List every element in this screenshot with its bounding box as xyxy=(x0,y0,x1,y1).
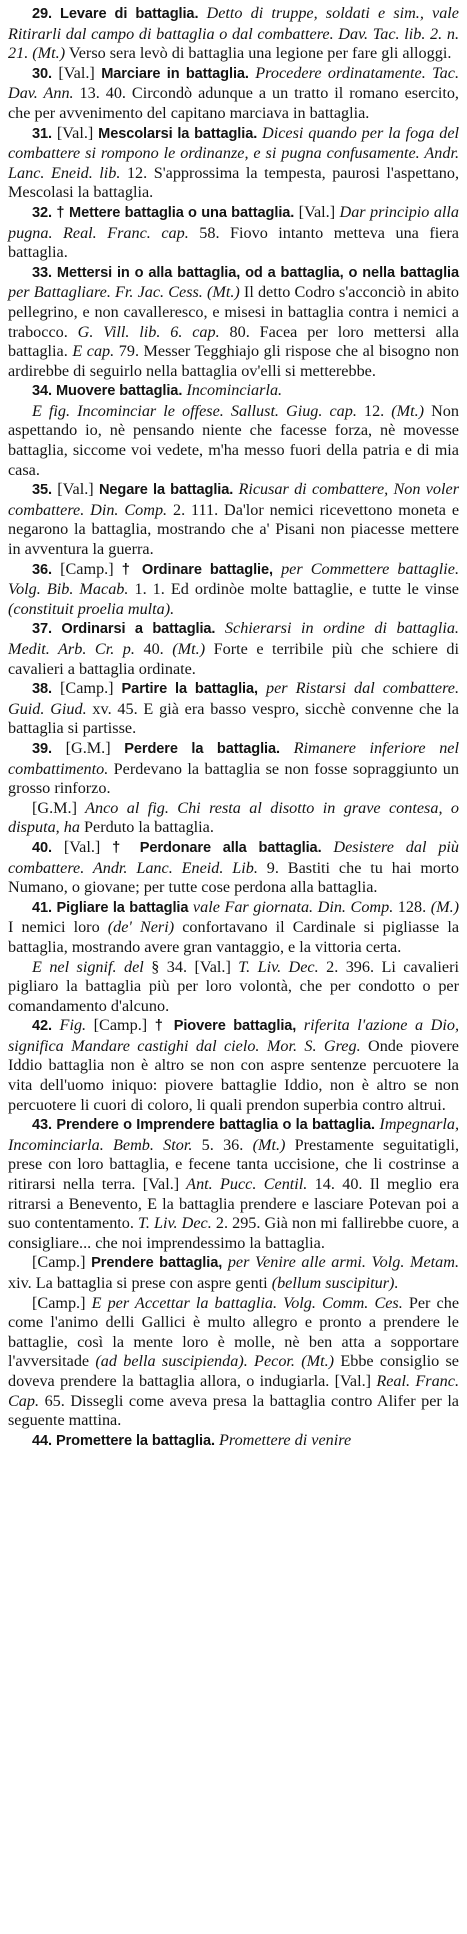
entry-headword: 41. Pigliare la battaglia xyxy=(32,899,189,916)
entry-italic-text: Procedere ordinatamente. Tac. Dav. Ann. xyxy=(8,63,459,103)
entry-headword: 32. † Mettere battaglia o una battaglia. xyxy=(32,204,295,221)
entry-italic-text: (bellum suscipitur). xyxy=(267,1274,399,1292)
dictionary-entry xyxy=(8,679,459,739)
entry-italic-text: G. Vill. lib. 6. cap. xyxy=(67,322,220,341)
entry-headword: 31. xyxy=(32,125,52,142)
entry-headword: Marciare in battaglia. xyxy=(101,65,249,82)
entry-headword: 33. Mettersi in o alla battaglia, od a battaglia, o nella battaglia xyxy=(32,264,459,281)
entry-paragraph xyxy=(8,124,459,203)
entry-italic-text: Fig. xyxy=(52,1016,87,1035)
entry-subparagraph xyxy=(8,402,459,480)
entry-text: 40. xyxy=(134,640,164,658)
entry-paragraph xyxy=(8,838,459,898)
entry-headword: 34. Muovere battaglia. xyxy=(32,383,183,400)
entry-text: 2. 396. Li cavalieri pigliaro la battaglia più per loro volontà, che per condotto o per comandamento d'alcuno. xyxy=(8,957,460,1015)
entry-paragraph xyxy=(8,1431,459,1452)
entry-text: [Val.] xyxy=(52,480,99,499)
entry-paragraph xyxy=(8,381,459,402)
entry-italic-text: E cap. xyxy=(67,342,115,361)
entry-headword: Partire la battaglia, xyxy=(121,681,258,698)
entry-text: [Camp.] xyxy=(32,1293,86,1312)
entry-italic-text: Incominciarla. xyxy=(182,381,283,400)
entry-italic-text: vale Far giornata. Din. Comp. xyxy=(188,897,394,916)
entry-text: 80. Facea per loro mettersi alla battaglia. xyxy=(8,322,459,361)
dictionary-entry xyxy=(8,480,459,559)
entry-italic-text: per Venire alle armi. Volg. Metam. xyxy=(222,1253,459,1272)
entry-text: Il detto Codro s'acconciò in abito pellegrino, e non cavalleresco, e misesi in battaglia contra i nemici a trabocco. xyxy=(8,283,459,341)
entry-text: § 34. [Val.] xyxy=(143,957,231,976)
entry-text: 13. 40. Circondò adunque a un tratto il romano esercito, che per avvenimento del capitano marciava in battaglia. xyxy=(8,84,459,122)
entry-paragraph xyxy=(8,203,459,263)
entry-headword: 36. xyxy=(32,561,52,578)
entry-paragraph xyxy=(8,1016,459,1115)
entry-headword: Mescolarsi la battaglia. xyxy=(98,125,258,142)
entry-italic-text: T. Liv. Dec. xyxy=(133,1214,212,1233)
entry-italic-text: T. Liv. Dec. xyxy=(230,957,319,976)
entry-paragraph xyxy=(8,898,459,958)
entry-italic-text: Ant. Pucc. Centil. xyxy=(179,1175,308,1194)
entry-headword: 39. xyxy=(32,740,52,757)
entry-text: [Camp.] xyxy=(52,559,122,578)
entry-italic-text: per Ristarsi dal combattere. Guid. Giud. xyxy=(8,679,460,718)
entry-text: 9. Bastiti che tu hai morto Numano, o giovane; per tutte cose perdona alla battaglia. xyxy=(8,858,459,897)
entry-headword: 37. Ordinarsi a battaglia. xyxy=(32,621,216,638)
entry-headword: 38. xyxy=(32,681,52,698)
dictionary-entry xyxy=(8,64,459,124)
entry-text: 14. 40. Il meglio era ritrarsi a Benevento, E la battaglia prendere e lasciare Potevan poi a suo contentamento. xyxy=(8,1175,460,1233)
entry-headword: † Ordinare battaglie, xyxy=(121,561,273,578)
entry-italic-text: Dar principio alla pugna. Real. Franc. cap. xyxy=(8,202,459,242)
entry-italic-text: per Commettere battaglie. Volg. Bib. Macab. xyxy=(8,559,459,599)
entry-headword: 42. xyxy=(32,1018,52,1035)
entry-italic-text: (Mt.) xyxy=(163,640,206,658)
entry-paragraph xyxy=(8,4,459,64)
dictionary-entry xyxy=(8,1431,459,1452)
entry-headword: 44. Promettere la battaglia. xyxy=(32,1432,215,1449)
entry-text: [Camp.] xyxy=(32,1253,92,1272)
entry-paragraph xyxy=(8,1115,459,1253)
dictionary-entry xyxy=(8,263,459,382)
dictionary-entry xyxy=(8,4,459,64)
entry-text: [Val.] xyxy=(52,63,102,82)
dictionary-entry xyxy=(8,739,459,838)
entry-headword: 35. xyxy=(32,482,52,499)
entry-text: confortavano il Cardinale si pigliasse la battaglia, mostrando avere gran vantaggio, e la vittoria certa. xyxy=(8,918,459,956)
entry-italic-text: (constituit proelia multa). xyxy=(8,599,175,618)
entry-italic-text: Promettere di venire xyxy=(214,1430,352,1449)
entry-text: 12. xyxy=(356,401,385,420)
entry-text: I nemici loro xyxy=(8,918,100,937)
entry-text: Per che come l'animo delli Gallici è multo allegro e pronto a prendere le battaglie, così la mente loro è molle, nè ben atta a sopportare l'avversitade xyxy=(8,1293,459,1371)
entry-italic-text: Anco al fig. Chi resta al disotto in grave contesa, o disputa, ha xyxy=(8,798,459,837)
entry-text: [Val.] xyxy=(294,202,336,221)
entry-text: 2. 111. Da'lor nemici ricevettono moneta e negarono la battaglia, mostrando che a' Pisani non piacesse mettere in avventura la guerra. xyxy=(8,500,459,559)
entry-text: xiv. La battaglia si prese con aspre genti xyxy=(8,1274,268,1292)
entry-headword: Negare la battaglia. xyxy=(98,482,234,499)
dictionary-entry xyxy=(8,619,459,679)
entry-text: Forte e terribile più che schiere di cavalieri a battaglia ordinate. xyxy=(8,640,460,678)
dictionary-entry xyxy=(8,838,459,898)
entry-italic-text: (ad bella suscipienda). Pecor. (Mt.) xyxy=(89,1352,335,1371)
dictionary-entry xyxy=(8,203,459,263)
entry-paragraph xyxy=(8,263,459,382)
entry-headword: † Piovere battaglia, xyxy=(154,1018,297,1035)
entry-italic-text: Impegnarla, Incominciarla. Bemb. Stor. xyxy=(8,1115,460,1154)
entry-text: 65. Dissegli come aveva presa la battaglia contro Alifer per la seguente mattina. xyxy=(8,1391,459,1430)
entry-italic-text: (M.) xyxy=(426,897,460,916)
dictionary-entry xyxy=(8,1016,459,1115)
entry-headword: 30. xyxy=(32,65,52,82)
entry-paragraph xyxy=(8,619,459,679)
entry-italic-text: E fig. Incominciar le offese. Sallust. Giug. cap. xyxy=(32,401,357,420)
entry-text: [Val.] xyxy=(52,123,99,142)
entry-subparagraph xyxy=(8,799,459,838)
entry-subparagraph xyxy=(8,1294,459,1431)
dictionary-entry xyxy=(8,381,459,480)
entry-italic-text: Dicesi quando per la foga del combattere si rompono le ordinanze, e si pugna confusamente. Andr. Lanc. Eneid. lib. xyxy=(8,123,460,182)
dictionary-entry xyxy=(8,1115,459,1431)
entry-text: [G.M.] xyxy=(32,798,77,817)
entry-paragraph xyxy=(8,739,459,799)
entry-headword: 43. Prendere o Imprendere battaglia o la battaglia. xyxy=(32,1117,376,1134)
entry-paragraph xyxy=(8,679,459,739)
entry-text: [Camp.] xyxy=(86,1016,155,1035)
dictionary-entry xyxy=(8,124,459,203)
entry-italic-text: Real. Franc. Cap. xyxy=(8,1371,459,1410)
dictionary-entry xyxy=(8,560,459,620)
entry-italic-text: E per Accettar la battaglia. Volg. Comm. Ces. xyxy=(85,1293,403,1312)
entry-text: [Val.] xyxy=(52,837,113,856)
entry-italic-text: per Battagliare. Fr. Jac. Cess. (Mt.) xyxy=(8,283,240,302)
entry-text: 79. Messer Tegghiajo gli rispose che al bisogno non ardirebbe di seguirlo nella battaglia ov'elli si metterebbe. xyxy=(8,342,459,380)
entry-italic-text: (Mt.) xyxy=(384,401,425,420)
entry-headword: 29. Levare di battaglia. xyxy=(32,6,199,22)
entry-text: Perduto la battaglia. xyxy=(79,818,214,837)
entry-headword: 40. xyxy=(32,839,52,856)
entry-italic-text: (Mt.) xyxy=(243,1135,286,1154)
entry-text: 58. Fiovo intanto metteva una fiera battaglia. xyxy=(8,223,459,262)
entry-headword: † Perdonare alla battaglia. xyxy=(112,839,322,856)
entry-text: Verso sera levò di battaglia una legione per fare gli alloggi. xyxy=(65,44,452,63)
entry-text: [Camp.] xyxy=(52,679,122,698)
dictionary-entry xyxy=(8,898,459,1017)
entry-text: 5. 36. xyxy=(192,1135,244,1154)
entry-italic-text: Schierarsi in ordine di battaglia. Medit. Arb. Cr. p. xyxy=(8,619,459,658)
entry-italic-text: (de' Neri) xyxy=(99,918,175,937)
entry-headword: Perdere la battaglia. xyxy=(124,740,280,757)
entry-subparagraph xyxy=(8,958,459,1017)
entry-text: [G.M.] xyxy=(52,738,125,757)
entry-italic-text: Desistere dal più combattere. Andr. Lanc. Eneid. Lib. xyxy=(8,837,460,877)
entry-text: Perdevano la battaglia se non fosse sopraggiunto un grosso rinforzo. xyxy=(8,759,459,798)
entry-italic-text: Detto di truppe, soldati e sim., vale Ritirarli dal campo di battaglia o dal combattere. Dav. Tac. lib. 2. n. 21. (Mt.) xyxy=(8,4,459,63)
entry-text: 12. S'approssima la tempesta, paurosi l'aspettano, Mescolasi la battaglia. xyxy=(8,163,459,202)
entry-text: Ebbe consiglio se doveva prendere la battaglia allora, o indugiarla. [Val.] xyxy=(8,1352,459,1390)
entry-paragraph xyxy=(8,64,459,124)
entry-italic-text: E nel signif. del xyxy=(32,957,144,976)
entry-text: 1. 1. Ed ordinòe molte battaglie, e tutte le vinse xyxy=(128,580,459,599)
entry-text: Prestamente seguitatigli, prese con loro battaglia, e fecene tanta uccisione, che li costrinse a ritirarsi nella terra. [Val.] xyxy=(8,1135,460,1194)
entry-text: xv. 45. E già era basso vespro, sicchè convenne che la battaglia si partisse. xyxy=(8,699,459,738)
entry-paragraph xyxy=(8,560,459,620)
entry-subparagraph xyxy=(8,1253,459,1293)
entry-italic-text: Rimanere inferiore nel combattimento. xyxy=(8,738,459,778)
entry-paragraph xyxy=(8,480,459,559)
entry-text: Onde piovere Iddio battaglia non è altro se non con aspre sentenze percuotere la vita dell'uomo iniquo: piovere battaglie Iddio, non è altro se non percuotere li cuori di coloro, li quali prendon superbia contro altrui. xyxy=(8,1036,459,1114)
entry-text: 128. xyxy=(393,897,427,916)
entry-italic-text: Ricusar di combattere, Non voler combattere. Din. Comp. xyxy=(8,480,459,519)
entry-text: 2. 295. Già non mi fallirebbe cuore, a consigliare... che noi imprendessimo la battaglia. xyxy=(8,1214,460,1252)
entry-text: Non aspettando io, nè pensando niente che facesse forza, nè movesse battaglia, siccome voi vedete, m'ha messo fuori della patria e di mia casa. xyxy=(8,401,459,479)
entry-italic-text: riferita l'azione a Dio, significa Mandare castighi dal cielo. Mor. S. Greg. xyxy=(8,1016,459,1055)
entry-headword: Prendere battaglia, xyxy=(91,1255,223,1272)
